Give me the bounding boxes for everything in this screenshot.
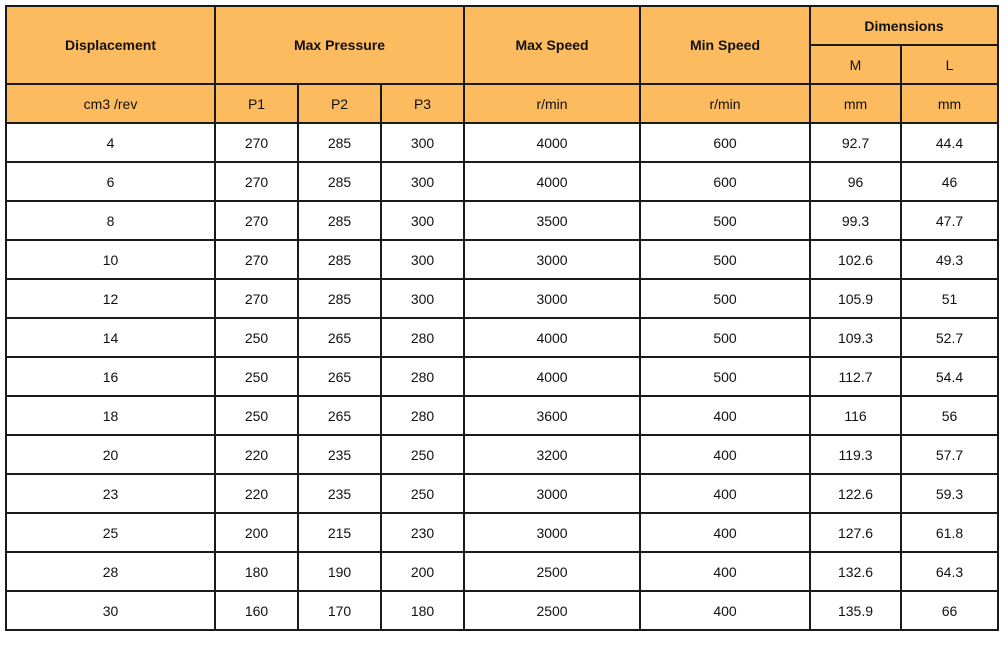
cell-dim-l: 49.3 bbox=[901, 240, 998, 279]
cell-displacement: 18 bbox=[6, 396, 215, 435]
cell-p3: 180 bbox=[381, 591, 464, 630]
cell-max-speed: 3000 bbox=[464, 513, 640, 552]
cell-dim-l: 57.7 bbox=[901, 435, 998, 474]
cell-dim-l: 51 bbox=[901, 279, 998, 318]
table-row bbox=[6, 591, 998, 630]
unit-p1: P1 bbox=[215, 84, 298, 123]
cell-dim-l: 59.3 bbox=[901, 474, 998, 513]
cell-displacement: 30 bbox=[6, 591, 215, 630]
table-row bbox=[6, 123, 998, 162]
cell-p2: 235 bbox=[298, 435, 381, 474]
cell-dim-l: 64.3 bbox=[901, 552, 998, 591]
cell-dim-m: 122.6 bbox=[810, 474, 901, 513]
cell-min-speed: 500 bbox=[640, 201, 810, 240]
cell-p3: 250 bbox=[381, 435, 464, 474]
cell-p3: 300 bbox=[381, 279, 464, 318]
cell-max-speed: 3000 bbox=[464, 279, 640, 318]
table-body bbox=[6, 123, 998, 630]
unit-m: mm bbox=[810, 84, 901, 123]
cell-dim-m: 109.3 bbox=[810, 318, 901, 357]
cell-max-speed: 3000 bbox=[464, 474, 640, 513]
cell-p2: 265 bbox=[298, 318, 381, 357]
cell-displacement: 28 bbox=[6, 552, 215, 591]
header-min-speed: Min Speed bbox=[640, 6, 810, 84]
unit-max-speed: r/min bbox=[464, 84, 640, 123]
table-row bbox=[6, 474, 998, 513]
cell-max-speed: 3000 bbox=[464, 240, 640, 279]
header-dimension-m: M bbox=[810, 45, 901, 84]
cell-min-speed: 600 bbox=[640, 123, 810, 162]
cell-p2: 265 bbox=[298, 396, 381, 435]
cell-p3: 300 bbox=[381, 162, 464, 201]
cell-dim-l: 66 bbox=[901, 591, 998, 630]
cell-min-speed: 500 bbox=[640, 318, 810, 357]
cell-displacement: 20 bbox=[6, 435, 215, 474]
cell-max-speed: 2500 bbox=[464, 552, 640, 591]
cell-dim-m: 119.3 bbox=[810, 435, 901, 474]
cell-p1: 270 bbox=[215, 162, 298, 201]
cell-min-speed: 500 bbox=[640, 240, 810, 279]
cell-min-speed: 400 bbox=[640, 552, 810, 591]
cell-p1: 270 bbox=[215, 123, 298, 162]
cell-min-speed: 400 bbox=[640, 591, 810, 630]
header-row-units bbox=[6, 84, 998, 123]
cell-p2: 285 bbox=[298, 240, 381, 279]
cell-p3: 300 bbox=[381, 240, 464, 279]
cell-dim-l: 44.4 bbox=[901, 123, 998, 162]
cell-min-speed: 400 bbox=[640, 435, 810, 474]
cell-dim-m: 102.6 bbox=[810, 240, 901, 279]
cell-min-speed: 400 bbox=[640, 474, 810, 513]
cell-dim-m: 112.7 bbox=[810, 357, 901, 396]
cell-displacement: 6 bbox=[6, 162, 215, 201]
cell-p3: 280 bbox=[381, 396, 464, 435]
header-displacement: Displacement bbox=[6, 6, 215, 84]
cell-max-speed: 3600 bbox=[464, 396, 640, 435]
cell-max-speed: 4000 bbox=[464, 318, 640, 357]
cell-p2: 170 bbox=[298, 591, 381, 630]
cell-p2: 285 bbox=[298, 123, 381, 162]
table-row bbox=[6, 279, 998, 318]
unit-displacement: cm3 /rev bbox=[6, 84, 215, 123]
table-row bbox=[6, 513, 998, 552]
cell-p1: 250 bbox=[215, 396, 298, 435]
header-dimensions: Dimensions bbox=[810, 6, 998, 45]
cell-p2: 190 bbox=[298, 552, 381, 591]
cell-dim-m: 116 bbox=[810, 396, 901, 435]
table-row bbox=[6, 318, 998, 357]
unit-l: mm bbox=[901, 84, 998, 123]
cell-p1: 250 bbox=[215, 318, 298, 357]
cell-p2: 285 bbox=[298, 201, 381, 240]
cell-max-speed: 4000 bbox=[464, 162, 640, 201]
cell-displacement: 23 bbox=[6, 474, 215, 513]
cell-displacement: 8 bbox=[6, 201, 215, 240]
cell-dim-m: 135.9 bbox=[810, 591, 901, 630]
cell-dim-l: 56 bbox=[901, 396, 998, 435]
cell-p3: 250 bbox=[381, 474, 464, 513]
header-row-main bbox=[6, 6, 998, 45]
cell-displacement: 10 bbox=[6, 240, 215, 279]
cell-max-speed: 4000 bbox=[464, 123, 640, 162]
cell-p1: 270 bbox=[215, 201, 298, 240]
cell-dim-l: 52.7 bbox=[901, 318, 998, 357]
specifications-table bbox=[5, 5, 999, 631]
cell-displacement: 12 bbox=[6, 279, 215, 318]
cell-dim-m: 92.7 bbox=[810, 123, 901, 162]
table-row bbox=[6, 357, 998, 396]
cell-p1: 180 bbox=[215, 552, 298, 591]
cell-dim-m: 132.6 bbox=[810, 552, 901, 591]
cell-max-speed: 3200 bbox=[464, 435, 640, 474]
cell-displacement: 14 bbox=[6, 318, 215, 357]
cell-p2: 215 bbox=[298, 513, 381, 552]
unit-p3: P3 bbox=[381, 84, 464, 123]
cell-dim-m: 99.3 bbox=[810, 201, 901, 240]
cell-displacement: 25 bbox=[6, 513, 215, 552]
table-row bbox=[6, 396, 998, 435]
cell-p2: 285 bbox=[298, 279, 381, 318]
cell-p3: 300 bbox=[381, 201, 464, 240]
cell-max-speed: 4000 bbox=[464, 357, 640, 396]
header-max-speed: Max Speed bbox=[464, 6, 640, 84]
cell-dim-m: 127.6 bbox=[810, 513, 901, 552]
table-row bbox=[6, 240, 998, 279]
cell-p1: 270 bbox=[215, 240, 298, 279]
cell-p1: 220 bbox=[215, 474, 298, 513]
table-row bbox=[6, 552, 998, 591]
unit-p2: P2 bbox=[298, 84, 381, 123]
cell-dim-l: 54.4 bbox=[901, 357, 998, 396]
cell-p3: 280 bbox=[381, 357, 464, 396]
cell-dim-m: 105.9 bbox=[810, 279, 901, 318]
cell-min-speed: 500 bbox=[640, 357, 810, 396]
cell-displacement: 16 bbox=[6, 357, 215, 396]
cell-p3: 230 bbox=[381, 513, 464, 552]
cell-p1: 270 bbox=[215, 279, 298, 318]
cell-p1: 250 bbox=[215, 357, 298, 396]
cell-p3: 280 bbox=[381, 318, 464, 357]
cell-min-speed: 600 bbox=[640, 162, 810, 201]
cell-p1: 220 bbox=[215, 435, 298, 474]
cell-displacement: 4 bbox=[6, 123, 215, 162]
cell-min-speed: 400 bbox=[640, 396, 810, 435]
table-row bbox=[6, 162, 998, 201]
cell-p2: 235 bbox=[298, 474, 381, 513]
cell-p2: 285 bbox=[298, 162, 381, 201]
cell-max-speed: 3500 bbox=[464, 201, 640, 240]
header-max-pressure: Max Pressure bbox=[215, 6, 464, 84]
cell-dim-l: 47.7 bbox=[901, 201, 998, 240]
cell-p3: 200 bbox=[381, 552, 464, 591]
cell-p2: 265 bbox=[298, 357, 381, 396]
table-header bbox=[6, 6, 998, 123]
cell-dim-m: 96 bbox=[810, 162, 901, 201]
cell-p1: 200 bbox=[215, 513, 298, 552]
cell-min-speed: 500 bbox=[640, 279, 810, 318]
cell-max-speed: 2500 bbox=[464, 591, 640, 630]
cell-p3: 300 bbox=[381, 123, 464, 162]
unit-min-speed: r/min bbox=[640, 84, 810, 123]
cell-min-speed: 400 bbox=[640, 513, 810, 552]
cell-dim-l: 46 bbox=[901, 162, 998, 201]
header-dimension-l: L bbox=[901, 45, 998, 84]
cell-dim-l: 61.8 bbox=[901, 513, 998, 552]
table-row bbox=[6, 435, 998, 474]
cell-p1: 160 bbox=[215, 591, 298, 630]
table-row bbox=[6, 201, 998, 240]
